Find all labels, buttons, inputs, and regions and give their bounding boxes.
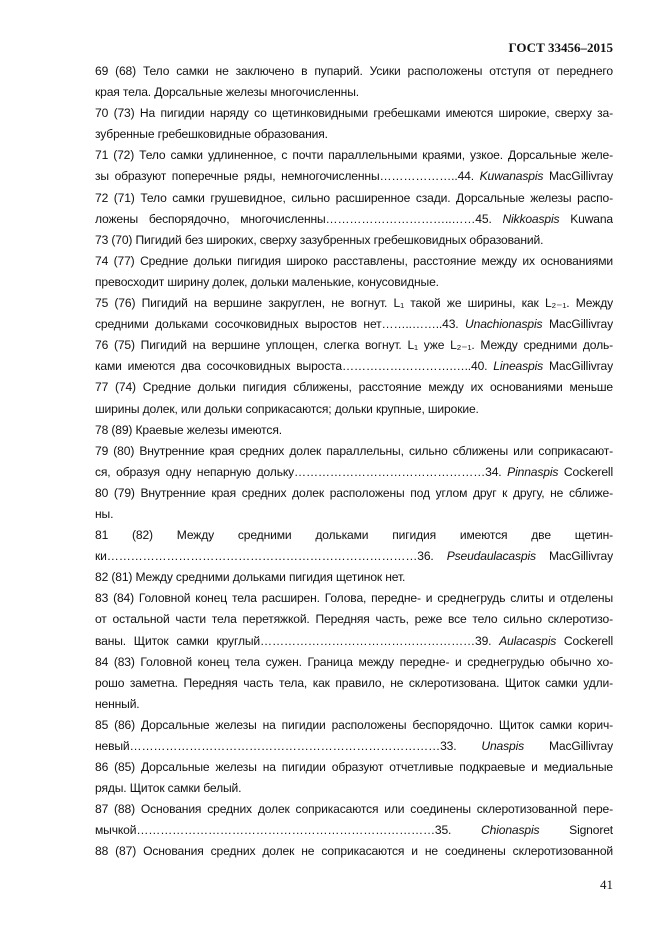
text-line — [95, 694, 613, 715]
text-line — [95, 145, 613, 166]
text-line — [95, 420, 613, 441]
line-text: края тела. Дорсальные железы многочисленны. — [95, 85, 359, 100]
line-text: 85 (86) Дорсальные железы на пигидии расположены беспорядочно. Щиток самки корич- — [95, 717, 613, 732]
line-text: ками имеются два сосочковидных выроста……………………….…..40. — [95, 359, 494, 374]
text-line — [95, 546, 613, 567]
text-line — [95, 757, 613, 778]
genus-name: Kuwanaspis — [479, 169, 544, 184]
line-text: мычкой…………………………………………………………………35. — [95, 823, 482, 838]
text-line — [95, 272, 613, 293]
text-line — [95, 124, 613, 145]
text-line — [95, 462, 613, 483]
line-text: 74 (77) Средние дольки пигидия широко расставлены, расстояние между их основаниями — [95, 253, 613, 268]
text-line — [95, 314, 613, 335]
standard-header: ГОСТ 33456–2015 — [508, 40, 613, 55]
line-text: зы образуют поперечные ряды, немногочисленны………………..44. — [95, 169, 480, 184]
author-name: MacGillivray — [535, 549, 613, 564]
text-line — [95, 736, 613, 757]
author-name: MacGillivray — [524, 739, 613, 753]
text-line — [95, 335, 613, 356]
text-line — [95, 673, 613, 694]
line-text: 79 (80) Внутренние края средних долек параллельны, сильно сближены или соприкасают- — [95, 443, 613, 458]
line-text: рошо заметна. Передняя часть тела, как правило, не склеротизована. Щиток самки удли- — [95, 675, 613, 690]
line-text: невый……………………………………………………………………33. — [95, 739, 482, 753]
text-line — [95, 441, 613, 462]
genus-name: Unachionaspis — [465, 317, 543, 332]
text-line — [95, 588, 613, 609]
genus-name: Pseudaulacaspis — [446, 549, 536, 564]
line-text: зубренные гребешковидные образования. — [95, 127, 328, 142]
genus-name: Nikkoaspis — [502, 211, 560, 226]
author-name: MacGillivray — [542, 317, 613, 332]
line-text: средними дольками сосочковидных выростов нет……..……..43. — [95, 317, 466, 332]
text-line — [95, 525, 613, 546]
line-text: ся, образуя одну непарную дольку…………………………………………34. — [95, 464, 508, 479]
genus-name: Lineaspis — [493, 359, 544, 374]
author-name: Cockerell — [556, 633, 613, 648]
line-text: 78 (89) Краевые железы имеются. — [95, 422, 282, 437]
genus-name: Unaspis — [481, 739, 525, 753]
author-name: MacGillivray — [543, 359, 613, 374]
line-text: ряды. Щиток самки белый. — [95, 781, 242, 796]
text-line — [95, 799, 613, 820]
text-line — [95, 609, 613, 630]
line-text: превосходит ширину долек, дольки маленькие, конусовидные. — [95, 274, 439, 289]
line-text: 69 (68) Тело самки не заключено в пупарий. Усики расположены отступя от переднего — [95, 64, 613, 78]
document-body — [95, 61, 613, 863]
text-line — [95, 377, 613, 398]
text-line — [95, 188, 613, 209]
line-text: 73 (70) Пигидий без широких, сверху зазубренных гребешковидных образований. — [95, 232, 544, 247]
line-text: 87 (88) Основания средних долек соприкасаются или соединены склеротизованной пере- — [95, 802, 613, 817]
line-text: 70 (73) На пигидии наряду со щетинковидными гребешками имеются широкие, сверху за- — [95, 106, 613, 121]
line-text: ненный. — [95, 696, 140, 711]
line-text: 83 (84) Головной конец тела расширен. Голова, передне- и среднегрудь слиты и отделены — [95, 591, 613, 606]
text-line — [95, 209, 613, 230]
line-text: 88 (87) Основания средних долек не соприкасаются и не соединены склеротизованной — [95, 844, 613, 859]
page-number: 41 — [600, 877, 613, 892]
line-text: 77 (74) Средние дольки пигидия сближены, расстояние между их основаниями меньше — [95, 380, 613, 395]
text-line — [95, 715, 613, 736]
text-line — [95, 251, 613, 272]
line-text: 84 (83) Головной конец тела сужен. Граница между передне- и среднегрудью обычно хо- — [95, 654, 613, 669]
text-line — [95, 841, 613, 862]
line-text: 75 (76) Пигидий на вершине закруглен, не вогнут. L₁ такой же ширины, как L₂₋₁. Между — [95, 296, 613, 311]
text-line — [95, 504, 613, 525]
line-text: 82 (81) Между средними дольками пигидия щетинок нет. — [95, 570, 406, 585]
line-text: ваны. Щиток самки круглый………………………………………………39. — [95, 633, 500, 648]
genus-name: Pinnaspis — [507, 464, 559, 479]
line-text: 86 (85) Дорсальные железы на пигидии образуют отчетливые подкраевые и медиальные — [95, 760, 613, 775]
line-text: ложены беспорядочно, многочисленны…………………………..……45. — [95, 211, 503, 226]
genus-name: Chionaspis — [481, 823, 540, 838]
text-line — [95, 820, 613, 841]
text-line — [95, 230, 613, 251]
line-text: 76 (75) Пигидий на вершине уплощен, слегка вогнут. L₁ уже L₂₋₁. Между средними доль- — [95, 338, 613, 353]
author-name: Signoret — [539, 823, 613, 838]
line-text: ширины долек, или дольки соприкасаются; дольки крупные, широкие. — [95, 401, 479, 416]
text-line — [95, 82, 613, 103]
text-line — [95, 483, 613, 504]
text-line — [95, 631, 613, 652]
line-text: от остальной части тела перетяжкой. Передняя часть, реже все тело сильно склеротизо- — [95, 612, 613, 627]
line-text: 81 (82) Между средними дольками пигидия имеются две щетин- — [95, 528, 613, 543]
text-line — [95, 652, 613, 673]
text-line — [95, 166, 613, 187]
text-line — [95, 293, 613, 314]
text-line — [95, 778, 613, 799]
genus-name: Aulacaspis — [499, 633, 557, 648]
text-line — [95, 61, 613, 82]
line-text: ки……………………………………………………………………36. — [95, 549, 447, 564]
text-line — [95, 103, 613, 124]
author-name: Kuwana — [559, 211, 613, 226]
text-line — [95, 356, 613, 377]
line-text: 71 (72) Тело самки удлиненное, с почти параллельными краями, узкое. Дорсальные желе- — [95, 148, 613, 163]
line-text: ны. — [95, 506, 114, 521]
line-text: 72 (71) Тело самки грушевидное, сильно расширенное сзади. Дорсальные железы распо- — [95, 190, 613, 205]
line-text: 80 (79) Внутренние края средних долек расположены под углом друг к другу, не сближе- — [95, 485, 613, 500]
author-name: Cockerell — [558, 464, 613, 479]
text-line — [95, 567, 613, 588]
text-line — [95, 399, 613, 420]
author-name: MacGillivray — [543, 169, 613, 184]
